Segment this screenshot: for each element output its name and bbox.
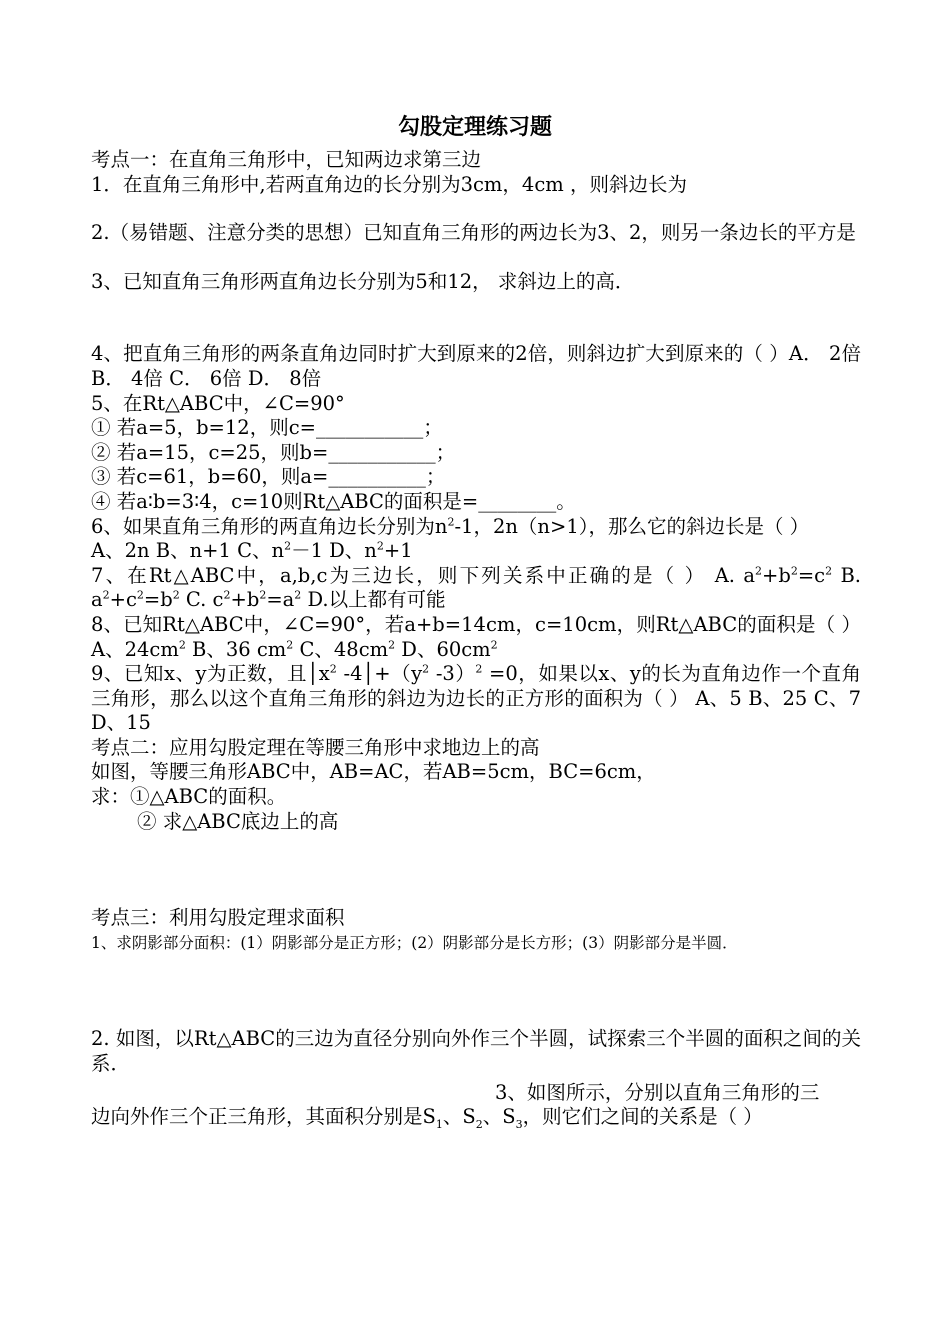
section2-text-1: 如图，等腰三角形ABC中，AB=AC，若AB=5cm，BC=6cm， <box>91 760 656 784</box>
question-1-8: 8、已知Rt△ABC中，∠C=90°，若a+b=14cm，c=10cm，则Rt△ABC的面积是（ ）A、$24cm^2$ B、36 $cm^2$ C、$48cm^2$ D、$60cm^2$ <box>91 612 861 661</box>
question-3-1: 1、求阴影部分面积：(1）阴影部分是正方形；(2）阴影部分是长方形；(3）阴影部分是半圆． <box>91 933 738 952</box>
question-1-5-a: ① 若a=5，b=12，则c=___________； <box>91 416 443 440</box>
question-1-6-options: A、2n B、n+1 C、$n^2-1$ D、$n^2+1$ <box>91 539 413 563</box>
question-3-2: 2. 如图，以Rt△ABC的三边为直径分别向外作三个半圆，试探索三个半圆的面积之间的关系． <box>91 1027 861 1076</box>
question-3-3-first-line: 3、如图所示，分别以直角三角形的三 <box>495 1080 820 1104</box>
page-title: 勾股定理练习题 <box>397 115 552 140</box>
question-1-3: 3、已知直角三角形两直角边长分别为5和12， 求斜边上的高． <box>91 269 635 293</box>
question-1-5-d: ④ 若a∶b=3∶4，c=10则Rt△ABC的面积是=________。 <box>91 489 576 513</box>
section1-heading: 考点一：在直角三角形中，已知两边求第三边 <box>91 148 482 171</box>
question-1-5-c: ③ 若c=61，b=60，则a=__________； <box>91 465 446 489</box>
section2-text-3: ② 求△ABC底边上的高 <box>137 809 339 833</box>
question-1-4: 4、把直角三角形的两条直角边同时扩大到原来的2倍，则斜边扩大到原来的（ ）A． 2倍 B． 4倍 C． 6倍 D． 8倍 <box>91 342 861 390</box>
question-1-2: 2.（易错题、注意分类的思想）已知直角三角形的两边长为3、2，则另一条边长的平方是 <box>91 221 856 245</box>
section2-text-2: 求：①△ABC的面积。 <box>91 785 287 809</box>
question-1-5-b: ② 若a=15，c=25，则b=___________； <box>91 440 456 464</box>
question-1-7: 7、在Rt△ABC中，a,b,c为三边长，则下列关系中正确的是（ ） A. $a^2+b^2=c^2$ B. $a^2+c^2=b^2$ C. $c^2+b^2=a^2$ D.以上都有可能 <box>91 563 861 612</box>
question-1-6: 6、如果直角三角形的两直角边长分别为$n^2-1$，2n（n>1），那么它的斜边长是（ ） <box>91 514 810 538</box>
question-1-5-intro: 5、在Rt△ABC中，∠C=90° <box>91 391 345 415</box>
section2-heading: 考点二：应用勾股定理在等腰三角形中求地边上的高 <box>91 735 540 759</box>
section3-heading: 考点三：利用勾股定理求面积 <box>91 906 345 930</box>
question-1-1: 1．在直角三角形中,若两直角边的长分别为3cm，4cm ，则斜边长为 <box>91 172 687 196</box>
document-body <box>91 148 861 1130</box>
question-3-3-second-line: 边向外作三个正三角形，其面积分别是$S_1$、$S_2$、$S_3$，则它们之间的关系是（ ） <box>91 1105 763 1132</box>
question-1-9: 9、已知x、y为正数，且$│x^2$ $-4│+(y^2$ -3）$^2$ =0，如果以x、y的长为直角边作一个直角三角形，那么以这个直角三角形的斜边为边长的正方形的面积为（ ） A、5 B、25 C、7 D、15 <box>91 662 861 735</box>
